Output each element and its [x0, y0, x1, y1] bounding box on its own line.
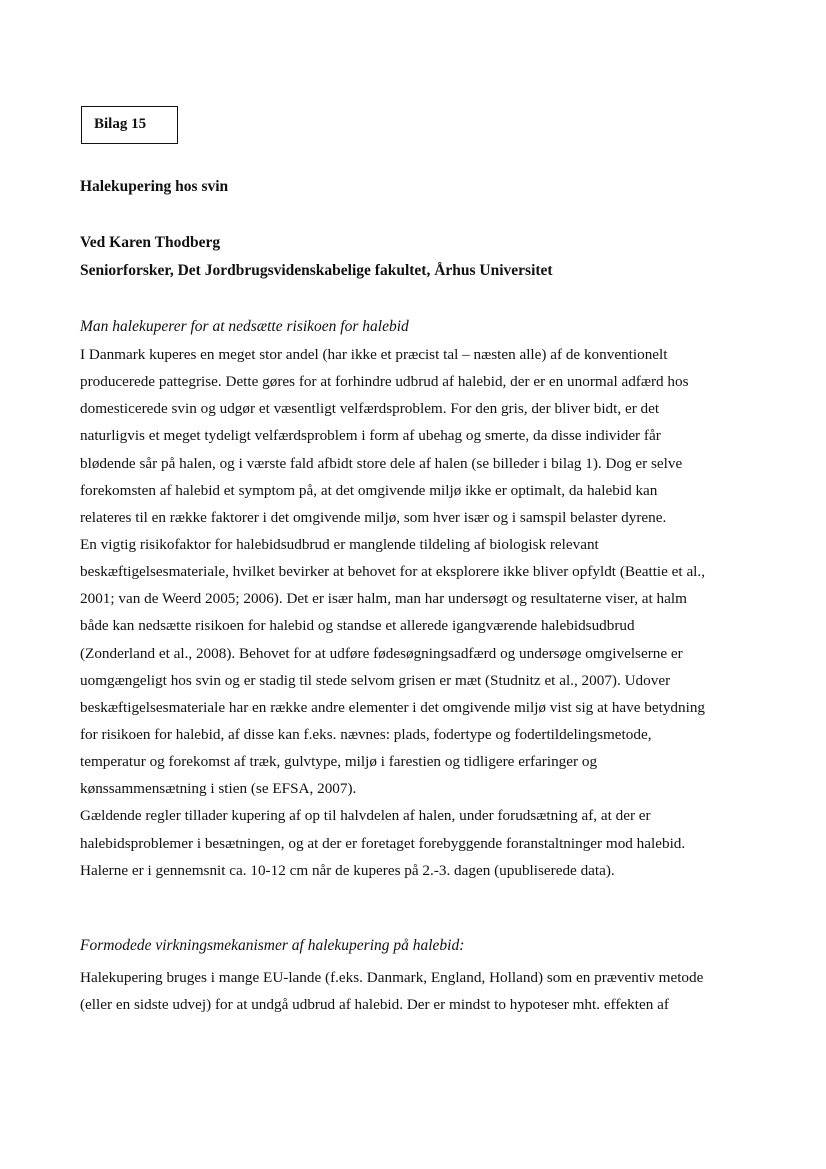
- text-line: 2001; van de Weerd 2005; 2006). Det er især halm, man har undersøgt og resultaterne viser, at halm: [80, 590, 687, 608]
- text-line: blødende sår på halen, og i værste fald afbidt store dele af halen (se billeder i bilag 1). Dog er selve: [80, 454, 683, 472]
- text-line: forekomsten af halebid et symptom på, at det omgivende miljø ikke er optimalt, da halebid kan: [80, 481, 658, 499]
- text-line: halebidsproblemer i besætningen, og at der er foretaget forebyggende foranstaltninger mod halebid.: [80, 834, 686, 852]
- text-line: En vigtig risikofaktor for halebidsudbrud er manglende tildeling af biologisk relevant: [80, 535, 599, 553]
- text-line: Halerne er i gennemsnit ca. 10-12 cm når de kuperes på 2.-3. dagen (upubliserede data).: [80, 861, 615, 879]
- text-line: uomgængeligt hos svin og er stadig til stede selvom grisen er mæt (Studnitz et al., 2007). Udover: [80, 671, 671, 689]
- section-body: [80, 964, 703, 1018]
- text-line: både kan nedsætte risikoen for halebid og standse et allerede igangværende halebidsudbrud: [80, 617, 635, 635]
- section-body: [80, 341, 705, 884]
- text-line: relateres til en række faktorer i det omgivende miljø, som hver især og i samspil belaster dyrene.: [80, 508, 667, 526]
- document-title: Halekupering hos svin: [80, 178, 229, 195]
- appendix-label: Bilag 15: [94, 116, 147, 132]
- appendix-label-box: [81, 106, 178, 144]
- section-heading: Man halekuperer for at nedsætte risikoen for halebid: [80, 318, 409, 335]
- author-name: Ved Karen Thodberg: [80, 234, 221, 251]
- text-line: beskæftigelsesmateriale har en række andre elementer i det omgivende miljø vist sig at have betydning: [80, 698, 706, 716]
- section-heading: Formodede virkningsmekanismer af halekupering på halebid:: [80, 937, 465, 954]
- text-line: kønssammensætning i stien (se EFSA, 2007).: [80, 780, 357, 798]
- text-line: producerede pattegrise. Dette gøres for at forhindre udbrud af halebid, der er en unormal adfærd hos: [80, 373, 689, 391]
- text-line: Gældende regler tillader kupering af op til halvdelen af halen, under forudsætning af, at der er: [80, 807, 651, 825]
- text-line: domesticerede svin og udgør et væsentligt velfærdsproblem. For den gris, der bliver bidt, er det: [80, 400, 660, 418]
- text-line: (eller en sidste udvej) for at undgå udbrud af halebid. Der er mindst to hypoteser mht. effekten af: [80, 996, 669, 1014]
- text-line: I Danmark kuperes en meget stor andel (har ikke et præcist tal – næsten alle) af de konventionelt: [80, 346, 668, 363]
- author-affiliation: Seniorforsker, Det Jordbrugsvidenskabelige fakultet, Århus Universitet: [80, 262, 553, 279]
- text-line: beskæftigelsesmateriale, hvilket bevirker at behovet for at eksplorere ikke bliver opfyldt (Beattie et al.,: [80, 563, 705, 581]
- text-line: (Zonderland et al., 2008). Behovet for at udføre fødesøgningsadfærd og undersøge omgivelserne er: [80, 644, 683, 662]
- text-line: naturligvis et meget tydeligt velfærdsproblem i form af ubehag og smerte, da disse individer får: [80, 427, 661, 445]
- text-line: Halekupering bruges i mange EU-lande (f.eks. Danmark, England, Holland) som en præventiv metode: [80, 969, 704, 986]
- text-line: temperatur og forekomst af træk, gulvtype, miljø i farestien og tidligere erfaringer og: [80, 753, 598, 771]
- text-line: for risikoen for halebid, af disse kan f.eks. nævnes: plads, fodertype og fodertildelingsmetode,: [80, 725, 652, 743]
